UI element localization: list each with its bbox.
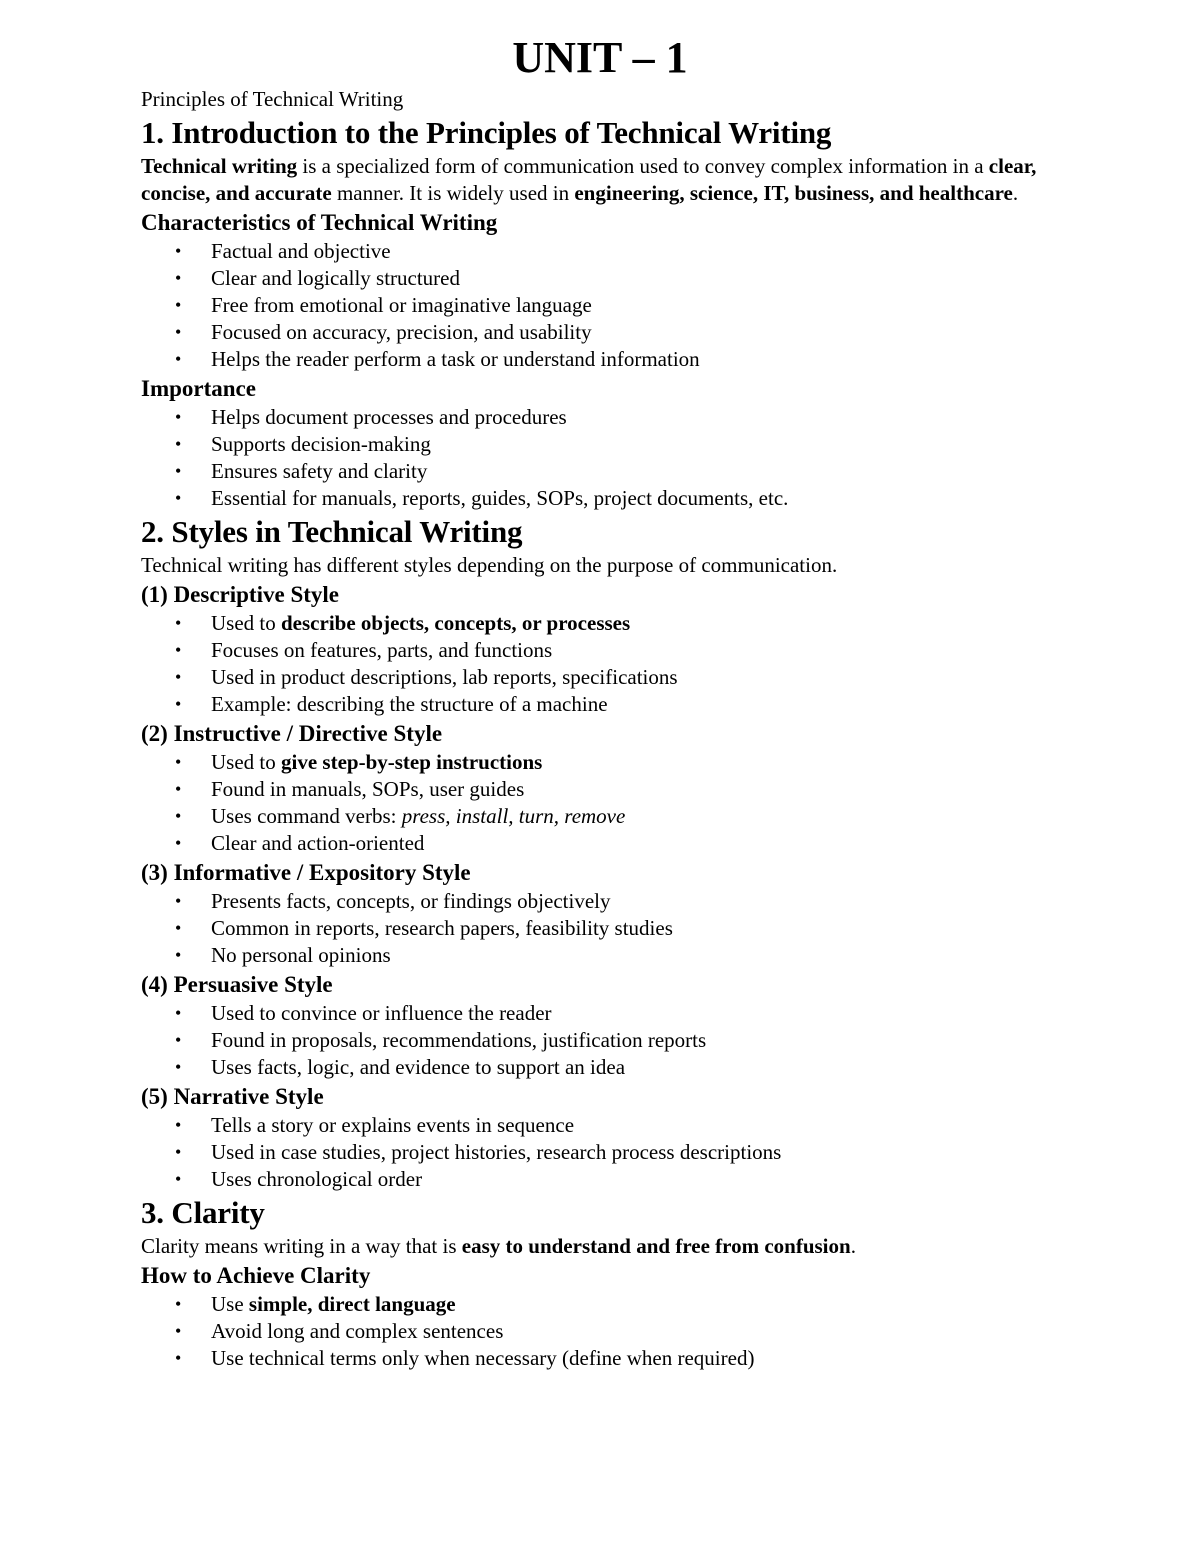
characteristics-heading: Characteristics of Technical Writing [141, 210, 498, 235]
bullet-icon: • [175, 613, 182, 633]
importance-heading: Importance [141, 376, 256, 401]
list-item: • Presents facts, concepts, or findings objectively [175, 889, 611, 913]
bullet-icon: • [175, 1030, 182, 1050]
section-3-intro: Clarity means writing in a way that is easy to understand and free from confusion. [141, 1234, 856, 1258]
list-item: • Common in reports, research papers, feasibility studies [175, 916, 673, 940]
list-item: • Used in case studies, project histories, research process descriptions [175, 1140, 782, 1164]
intro-text-2: manner. It is widely used in [331, 181, 575, 205]
bullet-icon: • [175, 1142, 182, 1162]
list-item: • Focuses on features, parts, and functions [175, 638, 553, 662]
bullet-icon: • [175, 295, 182, 315]
instructive-style-heading: (2) Instructive / Directive Style [141, 721, 443, 746]
bullet-icon: • [175, 407, 182, 427]
informative-style-heading: (3) Informative / Expository Style [141, 860, 471, 885]
bullet-icon: • [175, 1321, 182, 1341]
bullet-icon: • [175, 667, 182, 687]
bullet-icon: • [175, 945, 182, 965]
list-item: • Uses command verbs: press, install, turn, remove [175, 804, 626, 828]
bullet-icon: • [175, 779, 182, 799]
bullet-icon: • [175, 1057, 182, 1077]
section-1-intro [141, 153, 1061, 207]
bullet-icon: • [175, 1003, 182, 1023]
list-item: • Used in product descriptions, lab reports, specifications [175, 665, 678, 689]
unit-title: UNIT – 1 [512, 33, 688, 82]
intro-period: . [1012, 181, 1019, 205]
list-item: • Found in manuals, SOPs, user guides [175, 777, 525, 801]
achieve-clarity-heading: How to Achieve Clarity [141, 1263, 371, 1288]
list-item: • Ensures safety and clarity [175, 459, 428, 483]
section-1-heading: 1. Introduction to the Principles of Technical Writing [141, 115, 832, 150]
list-item: • Supports decision-making [175, 432, 431, 456]
document-subtitle: Principles of Technical Writing [141, 87, 404, 111]
bullet-icon: • [175, 1294, 182, 1314]
list-item: • Free from emotional or imaginative language [175, 293, 592, 317]
bullet-icon: • [175, 752, 182, 772]
bullet-icon: • [175, 891, 182, 911]
list-item: • Clear and logically structured [175, 266, 460, 290]
list-item: • Focused on accuracy, precision, and usability [175, 320, 592, 344]
intro-term: Technical writing [141, 154, 298, 178]
bullet-icon: • [175, 349, 182, 369]
informative-style-list [141, 888, 1061, 969]
persuasive-style-heading: (4) Persuasive Style [141, 972, 333, 997]
list-item: • Used to convince or influence the reader [175, 1001, 552, 1025]
bullet-icon: • [175, 1115, 182, 1135]
list-item: • Helps document processes and procedures [175, 405, 567, 429]
bullet-icon: • [175, 1169, 182, 1189]
narrative-style-list [141, 1112, 1061, 1193]
list-item: • Uses chronological order [175, 1167, 423, 1191]
characteristics-list [141, 238, 1061, 373]
achieve-clarity-list [141, 1291, 1061, 1372]
list-item: • Example: describing the structure of a machine [175, 692, 608, 716]
intro-text: is a specialized form of communication used to convey complex information in a [297, 154, 989, 178]
list-item: • Use simple, direct language [175, 1292, 456, 1316]
bullet-icon: • [175, 806, 182, 826]
section-3-heading: 3. Clarity [141, 1195, 265, 1230]
importance-list [141, 404, 1061, 512]
bullet-icon: • [175, 268, 182, 288]
list-item: • Avoid long and complex sentences [175, 1319, 504, 1343]
list-item: • Tells a story or explains events in sequence [175, 1113, 575, 1137]
bullet-icon: • [175, 694, 182, 714]
bullet-icon: • [175, 918, 182, 938]
list-item: • Essential for manuals, reports, guides, SOPs, project documents, etc. [175, 486, 789, 510]
document-page [141, 30, 1061, 1372]
bullet-icon: • [175, 640, 182, 660]
intro-qualities: clear, concise, and accurate [141, 154, 1037, 205]
list-item: • Clear and action-oriented [175, 831, 425, 855]
list-item: • Uses facts, logic, and evidence to support an idea [175, 1055, 626, 1079]
persuasive-style-list [141, 1000, 1061, 1081]
narrative-style-heading: (5) Narrative Style [141, 1084, 324, 1109]
list-item: • Use technical terms only when necessary (define when required) [175, 1346, 755, 1370]
list-item: • Used to give step-by-step instructions [175, 750, 543, 774]
bullet-icon: • [175, 322, 182, 342]
descriptive-style-list [141, 610, 1061, 718]
bullet-icon: • [175, 434, 182, 454]
bullet-icon: • [175, 1348, 182, 1368]
list-item: • Found in proposals, recommendations, justification reports [175, 1028, 707, 1052]
bullet-icon: • [175, 461, 182, 481]
section-2-heading: 2. Styles in Technical Writing [141, 514, 523, 549]
descriptive-style-heading: (1) Descriptive Style [141, 582, 339, 607]
list-item: • Factual and objective [175, 239, 391, 263]
bullet-icon: • [175, 833, 182, 853]
list-item: • Helps the reader perform a task or understand information [175, 347, 700, 371]
bullet-icon: • [175, 241, 182, 261]
instructive-style-list [141, 749, 1061, 857]
list-item: • Used to describe objects, concepts, or processes [175, 611, 631, 635]
list-item: • No personal opinions [175, 943, 391, 967]
section-2-intro: Technical writing has different styles depending on the purpose of communication. [141, 553, 838, 577]
bullet-icon: • [175, 488, 182, 508]
intro-fields: engineering, science, IT, business, and healthcare [574, 181, 1013, 205]
